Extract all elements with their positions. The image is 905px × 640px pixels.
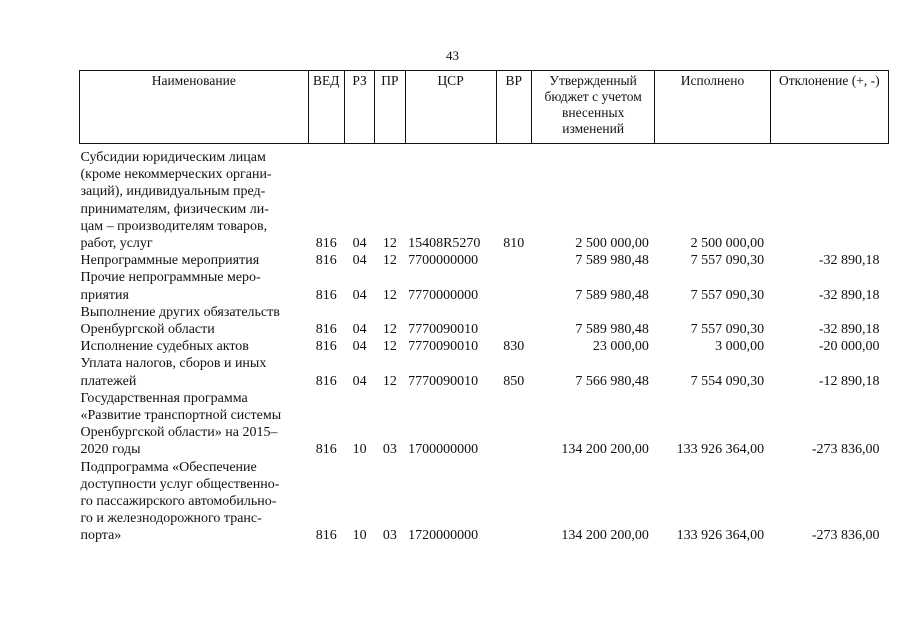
row-pr: 12 (382, 236, 397, 252)
row-name (80, 390, 309, 459)
row-rz: 10 (352, 442, 367, 458)
row-name-line: Субсидии юридическим лицам (80, 150, 266, 165)
row-ved: 816 (315, 253, 337, 269)
row-name-line: Государственная программа (80, 390, 248, 406)
row-name-line: Выполнение других обязательств (80, 304, 280, 320)
row-ved: 816 (315, 528, 337, 544)
header-pr: ПР (375, 71, 405, 144)
row-name-line: цам – производителям товаров, (80, 218, 268, 234)
row-rz: 04 (352, 287, 367, 303)
row-ved: 816 (315, 373, 337, 389)
row-vr (496, 269, 531, 303)
row-csr: 7770090010 (408, 373, 479, 389)
row-ved: 816 (315, 339, 337, 355)
row-name-line: принимателям, физическим ли- (80, 201, 269, 217)
page-number: 43 (446, 48, 459, 63)
header-deviation: Отклонение (+, -) (770, 71, 888, 144)
row-csr: 7770090010 (408, 339, 479, 355)
row-name-line: Прочие непрограммные меро- (80, 270, 261, 286)
row-approved: 2 500 000,00 (575, 236, 649, 252)
row-name (80, 269, 309, 303)
row-name-line: порта» (80, 528, 122, 544)
row-rz: 04 (352, 373, 367, 389)
row-name (80, 144, 309, 253)
row-name (80, 338, 309, 355)
row-csr: 15408R5270 (408, 236, 481, 252)
row-deviation: -12 890,18 (818, 373, 880, 389)
table-header (80, 71, 889, 144)
row-name-line: доступности услуг общественно- (80, 476, 280, 492)
row-csr: 7770000000 (408, 287, 479, 303)
row-name-line: Исполнение судебных актов (80, 339, 249, 355)
row-vr (496, 459, 531, 545)
row-name (80, 304, 309, 338)
row-deviation: -20 000,00 (818, 339, 880, 355)
row-csr: 7700000000 (408, 253, 479, 269)
row-deviation (770, 144, 888, 253)
row-name-line: Подпрограмма «Обеспечение (80, 459, 257, 475)
header-ved: ВЕД (308, 71, 344, 144)
row-approved: 7 566 980,48 (575, 373, 649, 389)
header-approved: Утвержденный бюджет с учетом внесенных изменений (531, 71, 654, 144)
row-pr: 12 (382, 287, 397, 303)
row-csr: 7770090010 (408, 322, 479, 338)
row-vr (496, 252, 531, 269)
table-row (80, 338, 889, 355)
row-name-line: Непрограммные мероприятия (80, 253, 260, 269)
row-pr: 12 (382, 322, 397, 338)
row-rz: 04 (352, 339, 367, 355)
row-name-line: го пассажирского автомобильно- (80, 494, 277, 510)
table-row (80, 355, 889, 389)
row-deviation: -273 836,00 (811, 528, 880, 544)
row-approved: 7 589 980,48 (575, 253, 649, 269)
row-rz: 04 (352, 322, 367, 338)
row-pr: 12 (382, 339, 397, 355)
row-deviation: -32 890,18 (818, 253, 880, 269)
row-approved: 7 589 980,48 (575, 322, 649, 338)
row-name-line: Уплата налогов, сборов и иных (80, 356, 267, 372)
table-row (80, 459, 889, 545)
table-body (80, 144, 889, 545)
header-name: Наименование (80, 71, 309, 144)
row-name (80, 459, 309, 545)
row-ved: 816 (315, 236, 337, 252)
row-name-line: Оренбургской области» на 2015– (80, 425, 278, 441)
row-pr: 03 (382, 528, 397, 544)
row-name-line: платежей (80, 373, 137, 389)
row-executed: 7 557 090,30 (690, 322, 765, 338)
row-csr: 1720000000 (408, 528, 479, 544)
header-rz: РЗ (344, 71, 374, 144)
row-ved: 816 (315, 442, 337, 458)
table-row (80, 390, 889, 459)
row-rz: 04 (352, 236, 367, 252)
row-name-line: работ, услуг (80, 236, 153, 252)
header-executed: Исполнено (655, 71, 770, 144)
row-name (80, 252, 309, 269)
row-executed: 133 926 364,00 (676, 528, 765, 544)
table-row (80, 304, 889, 338)
row-approved: 134 200 200,00 (561, 442, 649, 458)
row-ved: 816 (315, 287, 337, 303)
row-approved: 23 000,00 (592, 339, 649, 355)
row-executed: 2 500 000,00 (690, 236, 765, 252)
row-vr: 850 (503, 373, 525, 389)
row-vr (496, 390, 531, 459)
row-executed: 7 554 090,30 (690, 373, 765, 389)
row-name-line: Оренбургской области (80, 322, 215, 338)
row-executed: 7 557 090,30 (690, 287, 765, 303)
budget-table (79, 70, 889, 545)
row-rz: 10 (352, 528, 367, 544)
row-executed: 133 926 364,00 (676, 442, 765, 458)
row-vr: 810 (503, 236, 525, 252)
row-name-line: приятия (80, 287, 129, 303)
row-pr: 03 (382, 442, 397, 458)
table-row (80, 252, 889, 269)
row-name-line: «Развитие транспортной системы (80, 408, 282, 424)
row-rz: 04 (352, 253, 367, 269)
row-deviation: -32 890,18 (818, 287, 880, 303)
row-vr: 830 (503, 339, 525, 355)
row-ved: 816 (315, 322, 337, 338)
row-name-line: (кроме некоммерческих органи- (80, 167, 272, 183)
header-csr: ЦСР (405, 71, 496, 144)
row-name (80, 355, 309, 389)
header-vr: ВР (496, 71, 531, 144)
row-name-line: заций), индивидуальным пред- (80, 184, 266, 200)
row-deviation: -32 890,18 (818, 322, 880, 338)
table-row (80, 269, 889, 303)
row-approved: 7 589 980,48 (575, 287, 649, 303)
row-pr: 12 (382, 253, 397, 269)
row-deviation: -273 836,00 (811, 442, 880, 458)
row-approved: 134 200 200,00 (561, 528, 649, 544)
row-vr (496, 304, 531, 338)
row-name-line: 2020 годы (80, 442, 141, 458)
row-pr: 12 (382, 373, 397, 389)
row-csr: 1700000000 (408, 442, 479, 458)
table-row (80, 144, 889, 253)
row-name-line: го и железнодорожного транс- (80, 511, 262, 527)
row-executed: 3 000,00 (715, 339, 765, 355)
row-executed: 7 557 090,30 (690, 253, 765, 269)
